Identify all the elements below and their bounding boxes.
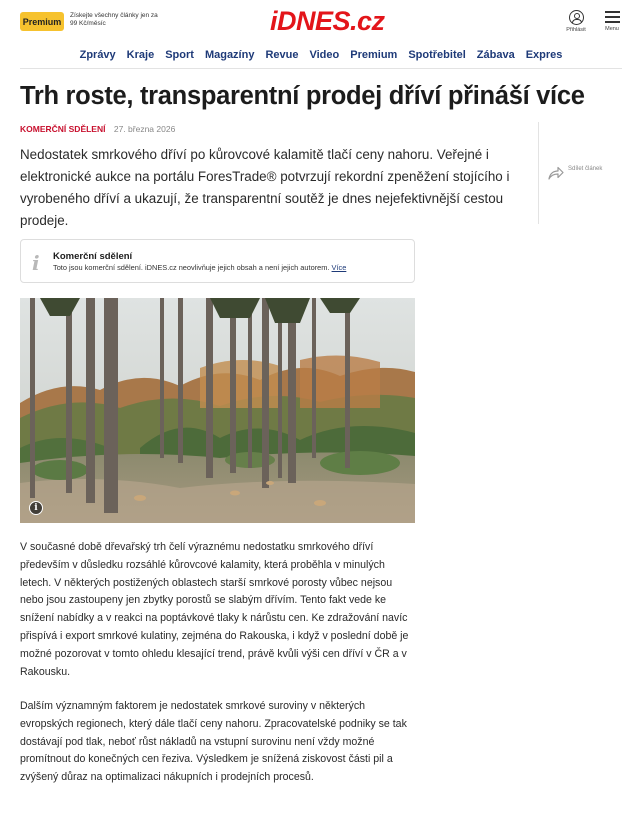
top-bar <box>0 0 642 44</box>
article-date: 27. března 2026 <box>113 124 176 134</box>
commercial-notice <box>20 239 415 283</box>
photo-info-icon[interactable]: i <box>29 501 43 515</box>
nav-item-video[interactable]: Video <box>309 49 340 61</box>
login-button[interactable] <box>562 10 590 33</box>
notice-more-link[interactable]: Více <box>331 263 347 272</box>
nav-item-kraje[interactable]: Kraje <box>126 49 155 61</box>
premium-promo-text[interactable]: Získejte všechny články jen za 99 Kč/měsíc <box>70 12 158 27</box>
nav-divider <box>20 68 622 69</box>
article-photo[interactable] <box>20 298 415 523</box>
article-category[interactable]: KOMERČNÍ SDĚLENÍ <box>20 124 106 134</box>
nav-item-zpravy[interactable]: Zprávy <box>79 49 116 61</box>
article-title: Trh roste, transparentní prodej dříví přináší více <box>20 82 585 110</box>
share-button[interactable] <box>548 164 608 186</box>
nav-item-expres[interactable]: Expres <box>525 49 563 61</box>
article-meta <box>20 124 175 134</box>
nav-item-sport[interactable]: Sport <box>165 49 194 61</box>
user-icon <box>569 10 584 25</box>
main-nav <box>0 44 642 68</box>
article-paragraph: V současné době dřevařský trh čelí výraznému nedostatku smrkového dříví především v důsledku rozsáhlé kůrovcové kalamity, která proběhla v minulých letech. V některých postižených oblastech starší smrkové porosty vůbec nejsou nebo jsou zastoupeny jen zbytky porostů se slabým dřívím. Tento fakt vede ke snížení nabídky a v reakci na poptávkové tlaky k nárůstu cen. Ke zdražování navíc přispívá i export smrkové kulatiny, zejména do Rakouska, i když v poslední době je možné pozorovat v tomto ohledu klesající trend, právě kvůli výši cen dříví v ČR a v Rakousku. <box>20 541 409 678</box>
hamburger-icon <box>600 11 624 23</box>
notice-body: Toto jsou komerční sdělení. iDNES.cz neovlivňuje jejich obsah a není jejich autorem. <box>53 263 330 272</box>
site-logo[interactable]: iDNES.cz <box>270 6 385 36</box>
share-icon <box>548 166 564 180</box>
info-icon: i <box>32 251 40 275</box>
nav-item-zabava[interactable]: Zábava <box>476 49 515 61</box>
share-label: Sdílet článek <box>568 166 603 172</box>
menu-button[interactable] <box>600 11 624 32</box>
premium-button[interactable]: Premium <box>20 12 64 31</box>
login-label: Přihlásit <box>566 27 586 33</box>
nav-item-premium[interactable]: Premium <box>350 49 398 61</box>
article-perex: Nedostatek smrkového dříví po kůrovcové kalamitě tlačí ceny nahoru. Veřejné i elektronické aukce na portálu ForesTrade® potvrzují rekordní zpeněžení stojícího i vyrobeného dříví a ukazují, že transparentní soutěž je dnes nejefektivnější cestou prodeje. <box>20 147 510 228</box>
forest-image <box>20 298 415 523</box>
nav-item-spotrebitel[interactable]: Spotřebitel <box>408 49 466 61</box>
notice-title: Komerční sdělení <box>53 251 133 262</box>
menu-label: Menu <box>605 26 619 32</box>
notice-text <box>53 263 346 272</box>
nav-item-magaziny[interactable]: Magazíny <box>204 49 255 61</box>
nav-item-revue[interactable]: Revue <box>265 49 299 61</box>
article-paragraph: Dalším významným faktorem je nedostatek smrkové suroviny v některých evropských regionech, který dále tlačí ceny nahoru. Zpracovatelské podniky se tak dostávají pod tlak, neboť růst nákladů na vstupní surovinu není vždy možné promítnout do konečných cen řeziva. Výsledkem je snížená ziskovost části pil a zvýšený důraz na optimalizaci nákupních i prodejních procesů. <box>20 700 407 784</box>
sidebar-divider <box>538 122 539 224</box>
